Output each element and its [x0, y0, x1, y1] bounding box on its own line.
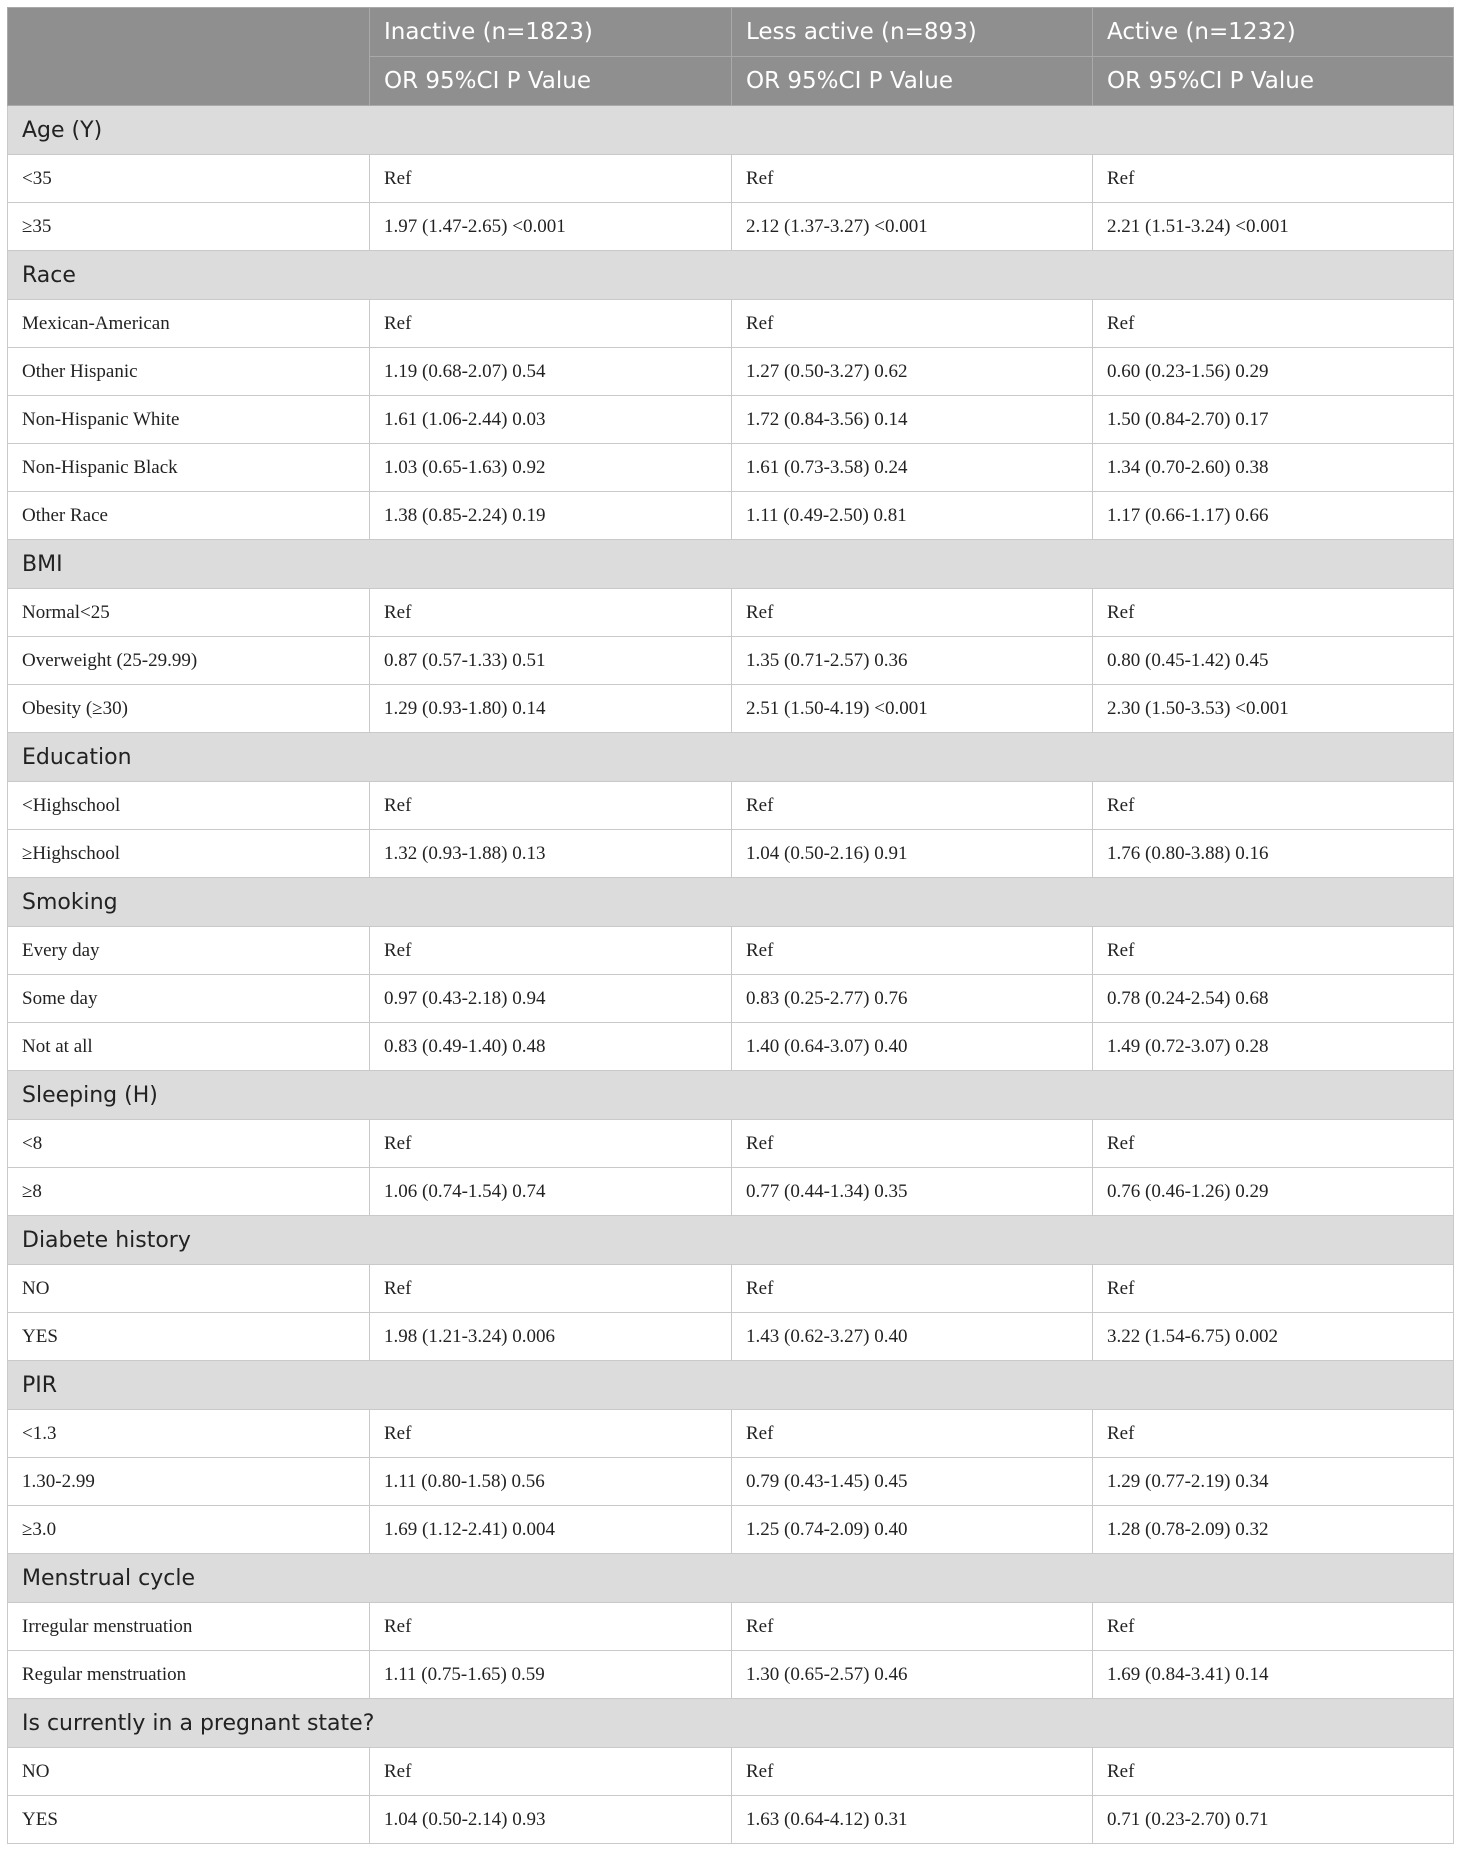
or-value-cell: 0.83 (0.49-1.40) 0.48 — [370, 1023, 732, 1071]
section-header-row — [8, 733, 1454, 782]
or-value-cell: 1.76 (0.80-3.88) 0.16 — [1093, 830, 1454, 878]
row-label: ≥35 — [8, 203, 370, 251]
or-value-cell: Ref — [1093, 589, 1454, 637]
table-row — [8, 155, 1454, 203]
or-value-cell: 1.98 (1.21-3.24) 0.006 — [370, 1313, 732, 1361]
or-value-cell: Ref — [1093, 1265, 1454, 1313]
row-label: <Highschool — [8, 782, 370, 830]
row-label: YES — [8, 1796, 370, 1844]
table-row — [8, 1265, 1454, 1313]
table-row — [8, 1458, 1454, 1506]
or-value-cell: 1.25 (0.74-2.09) 0.40 — [732, 1506, 1093, 1554]
section-title: Age (Y) — [8, 106, 1454, 155]
or-value-cell: Ref — [732, 1410, 1093, 1458]
section-header-row — [8, 1554, 1454, 1603]
or-value-cell: 1.06 (0.74-1.54) 0.74 — [370, 1168, 732, 1216]
or-value-cell: 1.11 (0.80-1.58) 0.56 — [370, 1458, 732, 1506]
row-label: Some day — [8, 975, 370, 1023]
or-value-cell: 0.76 (0.46-1.26) 0.29 — [1093, 1168, 1454, 1216]
or-value-cell: 0.60 (0.23-1.56) 0.29 — [1093, 348, 1454, 396]
table-row — [8, 1168, 1454, 1216]
row-label: ≥3.0 — [8, 1506, 370, 1554]
table-container — [7, 7, 1453, 1844]
or-value-cell: Ref — [1093, 782, 1454, 830]
table-row — [8, 927, 1454, 975]
section-title: Menstrual cycle — [8, 1554, 1454, 1603]
or-value-cell: Ref — [370, 927, 732, 975]
table-row — [8, 1506, 1454, 1554]
table-row — [8, 203, 1454, 251]
or-value-cell: 1.61 (1.06-2.44) 0.03 — [370, 396, 732, 444]
or-value-cell: 1.69 (1.12-2.41) 0.004 — [370, 1506, 732, 1554]
table-body — [8, 106, 1454, 1844]
or-value-cell: 1.34 (0.70-2.60) 0.38 — [1093, 444, 1454, 492]
or-value-cell: 0.97 (0.43-2.18) 0.94 — [370, 975, 732, 1023]
or-value-cell: 1.27 (0.50-3.27) 0.62 — [732, 348, 1093, 396]
or-value-cell: 1.49 (0.72-3.07) 0.28 — [1093, 1023, 1454, 1071]
or-value-cell: 1.35 (0.71-2.57) 0.36 — [732, 637, 1093, 685]
or-value-cell: Ref — [370, 1603, 732, 1651]
or-value-cell: 3.22 (1.54-6.75) 0.002 — [1093, 1313, 1454, 1361]
or-value-cell: 1.29 (0.77-2.19) 0.34 — [1093, 1458, 1454, 1506]
table-row — [8, 1748, 1454, 1796]
row-label: Normal<25 — [8, 589, 370, 637]
row-label: ≥Highschool — [8, 830, 370, 878]
or-value-cell: 0.78 (0.24-2.54) 0.68 — [1093, 975, 1454, 1023]
section-header-row — [8, 540, 1454, 589]
table-row — [8, 975, 1454, 1023]
or-value-cell: 1.19 (0.68-2.07) 0.54 — [370, 348, 732, 396]
section-title: PIR — [8, 1361, 1454, 1410]
section-header-row — [8, 106, 1454, 155]
table-row — [8, 1120, 1454, 1168]
table-row — [8, 589, 1454, 637]
or-value-cell: Ref — [1093, 1120, 1454, 1168]
or-value-cell: 1.40 (0.64-3.07) 0.40 — [732, 1023, 1093, 1071]
table-row — [8, 1796, 1454, 1844]
table-row — [8, 444, 1454, 492]
row-label: <1.3 — [8, 1410, 370, 1458]
or-value-cell: Ref — [1093, 927, 1454, 975]
or-value-cell: 1.04 (0.50-2.16) 0.91 — [732, 830, 1093, 878]
or-value-cell: 1.97 (1.47-2.65) <0.001 — [370, 203, 732, 251]
column-header-less-active: Less active (n=893) — [732, 8, 1093, 57]
or-value-cell: 0.83 (0.25-2.77) 0.76 — [732, 975, 1093, 1023]
or-value-cell: 0.71 (0.23-2.70) 0.71 — [1093, 1796, 1454, 1844]
or-value-cell: 0.79 (0.43-1.45) 0.45 — [732, 1458, 1093, 1506]
row-label: Obesity (≥30) — [8, 685, 370, 733]
table-row — [8, 1651, 1454, 1699]
section-header-row — [8, 251, 1454, 300]
table-row — [8, 1313, 1454, 1361]
subheader-inactive: OR 95%CI P Value — [370, 57, 732, 106]
or-value-cell: Ref — [370, 1265, 732, 1313]
table-row — [8, 1023, 1454, 1071]
table-row — [8, 348, 1454, 396]
or-value-cell: 1.61 (0.73-3.58) 0.24 — [732, 444, 1093, 492]
or-value-cell: Ref — [732, 1120, 1093, 1168]
or-value-cell: Ref — [370, 782, 732, 830]
row-label: <35 — [8, 155, 370, 203]
row-label: <8 — [8, 1120, 370, 1168]
section-header-row — [8, 1216, 1454, 1265]
section-title: Sleeping (H) — [8, 1071, 1454, 1120]
section-title: Smoking — [8, 878, 1454, 927]
table-row — [8, 637, 1454, 685]
or-value-cell: Ref — [370, 1748, 732, 1796]
row-label: Every day — [8, 927, 370, 975]
or-value-cell: 1.11 (0.49-2.50) 0.81 — [732, 492, 1093, 540]
or-value-cell: 1.43 (0.62-3.27) 0.40 — [732, 1313, 1093, 1361]
subheader-less-active: OR 95%CI P Value — [732, 57, 1093, 106]
or-value-cell: Ref — [732, 589, 1093, 637]
or-value-cell: 1.30 (0.65-2.57) 0.46 — [732, 1651, 1093, 1699]
row-label: Regular menstruation — [8, 1651, 370, 1699]
or-value-cell: 1.17 (0.66-1.17) 0.66 — [1093, 492, 1454, 540]
table-row — [8, 300, 1454, 348]
or-value-cell: Ref — [1093, 155, 1454, 203]
subheader-active: OR 95%CI P Value — [1093, 57, 1454, 106]
row-label: ≥8 — [8, 1168, 370, 1216]
row-label: Irregular menstruation — [8, 1603, 370, 1651]
or-value-cell: Ref — [370, 155, 732, 203]
row-label: NO — [8, 1265, 370, 1313]
row-label: Not at all — [8, 1023, 370, 1071]
or-value-cell: Ref — [1093, 1410, 1454, 1458]
section-title: Education — [8, 733, 1454, 782]
section-title: Is currently in a pregnant state? — [8, 1699, 1454, 1748]
or-value-cell: Ref — [1093, 1603, 1454, 1651]
table-row — [8, 1410, 1454, 1458]
or-value-cell: Ref — [370, 1120, 732, 1168]
or-value-cell: 0.77 (0.44-1.34) 0.35 — [732, 1168, 1093, 1216]
row-label: Overweight (25-29.99) — [8, 637, 370, 685]
or-value-cell: Ref — [370, 1410, 732, 1458]
or-value-cell: 1.63 (0.64-4.12) 0.31 — [732, 1796, 1093, 1844]
row-label: 1.30-2.99 — [8, 1458, 370, 1506]
or-value-cell: Ref — [732, 782, 1093, 830]
table-row — [8, 492, 1454, 540]
row-label: Mexican-American — [8, 300, 370, 348]
or-value-cell: 1.38 (0.85-2.24) 0.19 — [370, 492, 732, 540]
or-value-cell: 1.69 (0.84-3.41) 0.14 — [1093, 1651, 1454, 1699]
row-label: Other Hispanic — [8, 348, 370, 396]
or-value-cell: Ref — [732, 1603, 1093, 1651]
or-value-cell: 1.11 (0.75-1.65) 0.59 — [370, 1651, 732, 1699]
row-label: Non-Hispanic Black — [8, 444, 370, 492]
row-label: Non-Hispanic White — [8, 396, 370, 444]
row-label: YES — [8, 1313, 370, 1361]
or-value-cell: 2.21 (1.51-3.24) <0.001 — [1093, 203, 1454, 251]
or-value-cell: 1.32 (0.93-1.88) 0.13 — [370, 830, 732, 878]
header-corner — [8, 8, 370, 106]
odds-ratio-table — [7, 7, 1454, 1844]
section-title: Diabete history — [8, 1216, 1454, 1265]
or-value-cell: 1.50 (0.84-2.70) 0.17 — [1093, 396, 1454, 444]
column-header-active: Active (n=1232) — [1093, 8, 1454, 57]
column-header-inactive: Inactive (n=1823) — [370, 8, 732, 57]
or-value-cell: 0.80 (0.45-1.42) 0.45 — [1093, 637, 1454, 685]
or-value-cell: 1.04 (0.50-2.14) 0.93 — [370, 1796, 732, 1844]
or-value-cell: 2.30 (1.50-3.53) <0.001 — [1093, 685, 1454, 733]
or-value-cell: 1.29 (0.93-1.80) 0.14 — [370, 685, 732, 733]
or-value-cell: 2.51 (1.50-4.19) <0.001 — [732, 685, 1093, 733]
row-label: NO — [8, 1748, 370, 1796]
header-row — [8, 8, 1454, 57]
section-header-row — [8, 1361, 1454, 1410]
table-row — [8, 1603, 1454, 1651]
or-value-cell: Ref — [732, 1748, 1093, 1796]
section-header-row — [8, 878, 1454, 927]
table-row — [8, 830, 1454, 878]
section-header-row — [8, 1071, 1454, 1120]
or-value-cell: 0.87 (0.57-1.33) 0.51 — [370, 637, 732, 685]
table-row — [8, 396, 1454, 444]
or-value-cell: Ref — [732, 300, 1093, 348]
or-value-cell: Ref — [732, 155, 1093, 203]
row-label: Other Race — [8, 492, 370, 540]
or-value-cell: Ref — [732, 1265, 1093, 1313]
section-title: BMI — [8, 540, 1454, 589]
section-header-row — [8, 1699, 1454, 1748]
table-row — [8, 782, 1454, 830]
section-title: Race — [8, 251, 1454, 300]
or-value-cell: Ref — [1093, 300, 1454, 348]
or-value-cell: Ref — [370, 589, 732, 637]
table-row — [8, 685, 1454, 733]
or-value-cell: 1.28 (0.78-2.09) 0.32 — [1093, 1506, 1454, 1554]
or-value-cell: 2.12 (1.37-3.27) <0.001 — [732, 203, 1093, 251]
or-value-cell: Ref — [370, 300, 732, 348]
or-value-cell: Ref — [1093, 1748, 1454, 1796]
or-value-cell: 1.03 (0.65-1.63) 0.92 — [370, 444, 732, 492]
table-header — [8, 8, 1454, 106]
or-value-cell: 1.72 (0.84-3.56) 0.14 — [732, 396, 1093, 444]
or-value-cell: Ref — [732, 927, 1093, 975]
